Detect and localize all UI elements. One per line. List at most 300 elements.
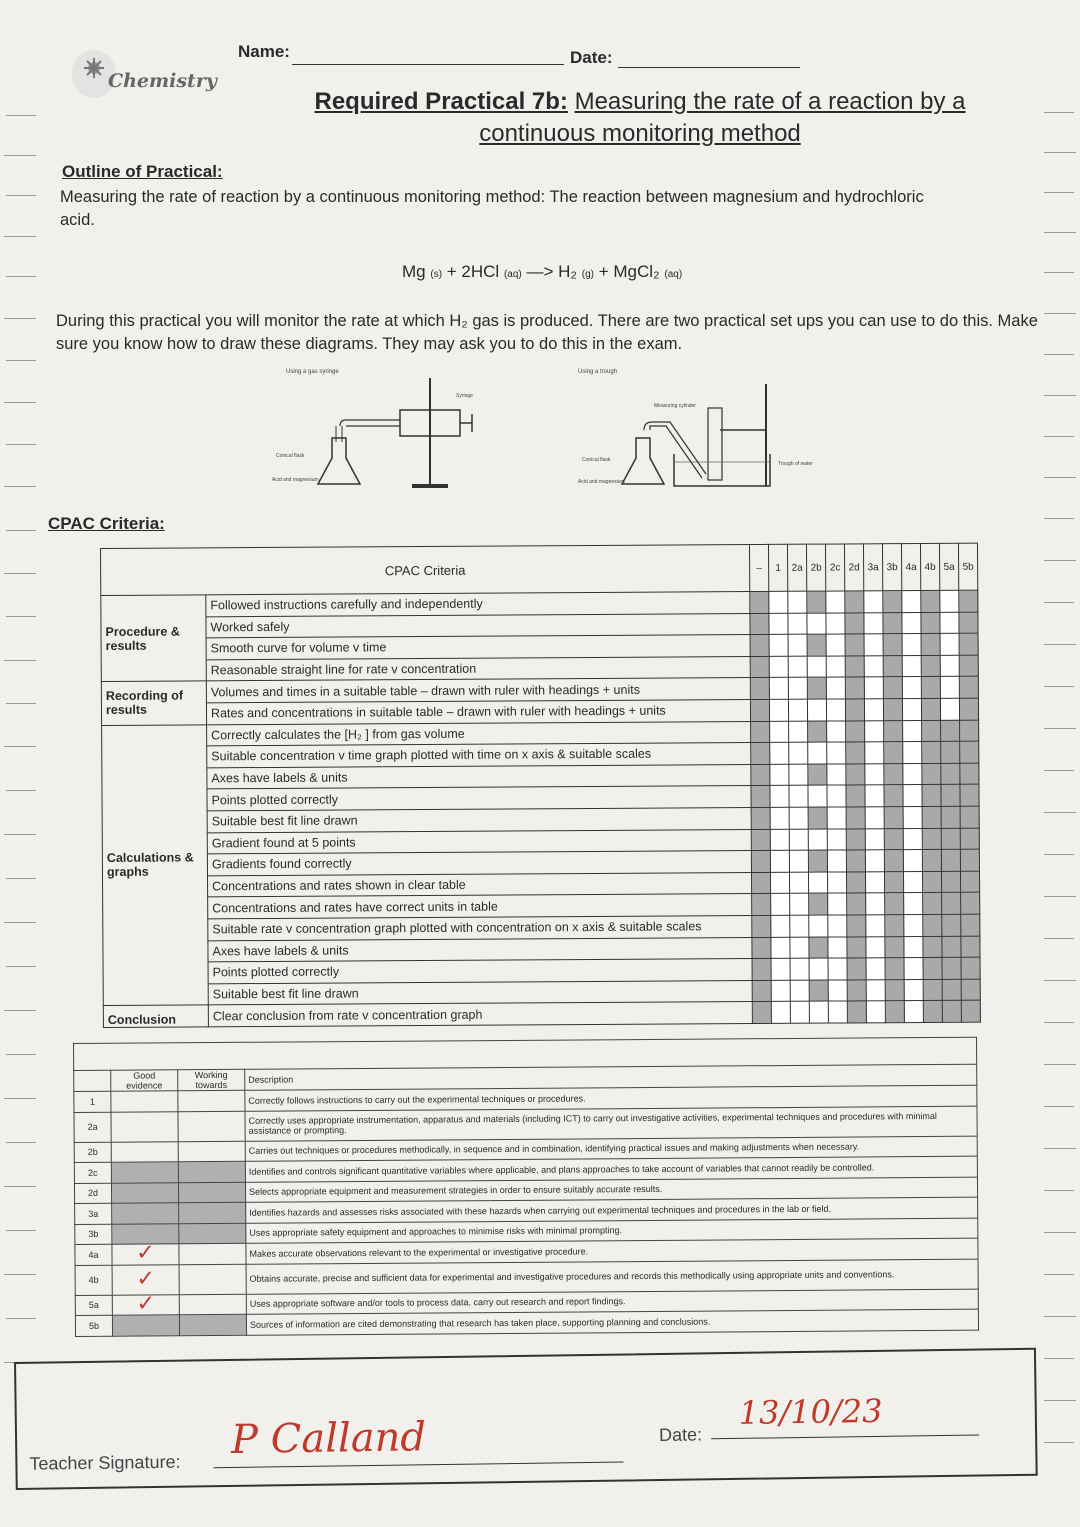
cpac-check-cell[interactable]	[903, 828, 922, 850]
cpac-check-cell[interactable]	[961, 892, 980, 914]
cpac-check-cell[interactable]	[771, 980, 790, 1002]
cpac-check-cell[interactable]	[846, 850, 865, 872]
logo-text: Chemistry	[108, 70, 217, 92]
cpac-check-cell[interactable]	[903, 806, 922, 828]
cpac-check-cell[interactable]	[883, 655, 902, 677]
cpac-check-cell[interactable]	[788, 678, 807, 700]
cpac-check-cell[interactable]	[921, 677, 940, 699]
cpac-check-cell[interactable]	[942, 914, 961, 936]
cpac-check-cell[interactable]	[771, 894, 790, 916]
cpac-check-cell[interactable]	[789, 807, 808, 829]
cpac-check-cell[interactable]	[885, 1001, 904, 1023]
cpac-check-cell[interactable]	[959, 612, 978, 634]
cpac-check-cell[interactable]	[751, 764, 770, 786]
cpac-descriptor-table	[73, 1037, 979, 1337]
cpac-check-cell[interactable]	[885, 893, 904, 915]
cpac-check-cell[interactable]	[922, 849, 941, 871]
cpac-check-cell[interactable]	[847, 936, 866, 958]
cpac-check-cell[interactable]	[826, 591, 845, 613]
cpac-check-cell[interactable]	[884, 828, 903, 850]
cpac-check-cell[interactable]	[942, 893, 961, 915]
cpac-check-cell[interactable]	[846, 720, 865, 742]
cpac-check-cell[interactable]	[884, 720, 903, 742]
key-working-towards-cell[interactable]	[178, 1111, 245, 1141]
cpac-check-cell[interactable]	[828, 893, 847, 915]
cpac-check-cell[interactable]	[866, 893, 885, 915]
cpac-check-cell[interactable]	[771, 1002, 790, 1024]
cpac-check-cell[interactable]	[827, 807, 846, 829]
cpac-check-cell[interactable]	[923, 893, 942, 915]
cpac-check-cell[interactable]	[809, 980, 828, 1002]
cpac-category-conclusion: Conclusion	[103, 1005, 208, 1027]
key-description: Makes accurate observations relevant to the experimental or investigative procedure.	[246, 1238, 978, 1264]
cpac-check-cell[interactable]	[770, 764, 789, 786]
cpac-criterion: Suitable best fit line drawn	[207, 807, 751, 832]
cpac-check-cell[interactable]	[789, 786, 808, 808]
cpac-check-cell[interactable]	[807, 591, 826, 613]
cpac-check-cell[interactable]	[961, 1000, 980, 1022]
cpac-check-cell[interactable]	[826, 677, 845, 699]
cpac-check-cell[interactable]	[769, 634, 788, 656]
cpac-check-cell[interactable]	[790, 893, 809, 915]
cpac-check-cell[interactable]	[809, 1001, 828, 1023]
key-good-evidence-cell[interactable]	[111, 1141, 178, 1162]
key-row-id: 1	[74, 1091, 111, 1112]
key-row-id: 4b	[75, 1265, 112, 1295]
key-working-towards-cell[interactable]	[179, 1264, 246, 1294]
cpac-check-cell[interactable]	[960, 871, 979, 893]
cpac-check-cell[interactable]	[923, 936, 942, 958]
cpac-check-cell[interactable]	[827, 721, 846, 743]
key-working-towards-cell[interactable]	[178, 1182, 245, 1203]
cpac-check-cell[interactable]	[959, 698, 978, 720]
cpac-check-cell[interactable]	[904, 979, 923, 1001]
cpac-check-cell[interactable]	[828, 980, 847, 1002]
cpac-check-cell[interactable]	[790, 958, 809, 980]
cpac-check-cell[interactable]	[922, 828, 941, 850]
cpac-check-cell[interactable]	[846, 807, 865, 829]
cpac-check-cell[interactable]	[866, 915, 885, 937]
cpac-check-cell[interactable]	[826, 613, 845, 635]
cpac-check-cell[interactable]	[752, 1002, 771, 1024]
cpac-check-cell[interactable]	[864, 677, 883, 699]
cpac-check-cell[interactable]	[789, 764, 808, 786]
cpac-check-cell[interactable]	[864, 699, 883, 721]
cpac-check-cell[interactable]	[846, 742, 865, 764]
cpac-check-cell[interactable]	[769, 678, 788, 700]
cpac-check-cell[interactable]	[788, 699, 807, 721]
cpac-col-header: 4b	[920, 543, 939, 590]
cpac-check-cell[interactable]	[941, 785, 960, 807]
key-good-evidence-cell[interactable]	[111, 1111, 178, 1141]
cpac-check-cell[interactable]	[808, 807, 827, 829]
key-working-towards-cell[interactable]	[179, 1314, 246, 1335]
cpac-check-cell[interactable]	[922, 871, 941, 893]
cpac-check-cell[interactable]	[770, 786, 789, 808]
cpac-check-cell[interactable]	[827, 742, 846, 764]
key-working-towards-cell[interactable]	[179, 1294, 246, 1315]
cpac-check-cell[interactable]	[846, 785, 865, 807]
cpac-check-cell[interactable]	[940, 698, 959, 720]
cpac-check-cell[interactable]	[960, 784, 979, 806]
cpac-check-cell[interactable]	[883, 677, 902, 699]
cpac-check-cell[interactable]	[885, 958, 904, 980]
key-good-evidence-cell[interactable]	[112, 1264, 179, 1294]
cpac-check-cell[interactable]	[769, 613, 788, 635]
cpac-check-cell[interactable]	[941, 741, 960, 763]
cpac-criterion: Concentrations and rates have correct units in table	[208, 894, 752, 919]
cpac-check-cell[interactable]	[789, 829, 808, 851]
cpac-check-cell[interactable]	[771, 915, 790, 937]
cpac-check-cell[interactable]	[922, 720, 941, 742]
cpac-check-cell[interactable]	[922, 785, 941, 807]
key-good-evidence-cell[interactable]	[112, 1240, 179, 1266]
cpac-check-cell[interactable]	[809, 893, 828, 915]
cpac-check-cell[interactable]	[847, 893, 866, 915]
cpac-check-cell[interactable]	[902, 590, 921, 612]
cpac-check-cell[interactable]	[941, 849, 960, 871]
cpac-check-cell[interactable]	[885, 915, 904, 937]
cpac-check-cell[interactable]	[808, 850, 827, 872]
cpac-check-cell[interactable]	[865, 871, 884, 893]
cpac-check-cell[interactable]	[828, 958, 847, 980]
cpac-check-cell[interactable]	[751, 829, 770, 851]
cpac-check-cell[interactable]	[828, 1001, 847, 1023]
cpac-check-cell[interactable]	[789, 850, 808, 872]
diagram-right-title: Using a trough	[578, 369, 618, 375]
cpac-check-cell[interactable]	[751, 743, 770, 765]
cpac-check-cell[interactable]	[904, 958, 923, 980]
cpac-check-cell[interactable]	[921, 698, 940, 720]
cpac-check-cell[interactable]	[961, 979, 980, 1001]
cpac-criterion: Rates and concentrations in suitable table – drawn with ruler with headings + units	[206, 699, 750, 724]
cpac-check-cell[interactable]	[845, 612, 864, 634]
cpac-check-cell[interactable]	[846, 872, 865, 894]
cpac-check-cell[interactable]	[941, 828, 960, 850]
cpac-check-cell[interactable]	[885, 979, 904, 1001]
key-working-towards-cell[interactable]	[179, 1223, 246, 1244]
cpac-check-cell[interactable]	[959, 655, 978, 677]
cpac-check-cell[interactable]	[921, 655, 940, 677]
cpac-check-cell[interactable]	[752, 980, 771, 1002]
diagram-right-cylinder: Measuring cylinder	[654, 403, 696, 409]
key-working-towards-cell[interactable]	[178, 1141, 245, 1162]
cpac-check-cell[interactable]	[960, 720, 979, 742]
cpac-header-row	[101, 543, 978, 595]
date-underline[interactable]	[618, 67, 800, 68]
cpac-check-cell[interactable]	[866, 979, 885, 1001]
cpac-check-cell[interactable]	[751, 872, 770, 894]
cpac-check-cell[interactable]	[771, 958, 790, 980]
cpac-check-cell[interactable]	[827, 828, 846, 850]
cpac-check-cell[interactable]	[847, 980, 866, 1002]
cpac-check-cell[interactable]	[902, 612, 921, 634]
cpac-check-cell[interactable]	[941, 806, 960, 828]
cpac-check-cell[interactable]	[865, 763, 884, 785]
cpac-check-cell[interactable]	[923, 979, 942, 1001]
cpac-check-cell[interactable]	[847, 1001, 866, 1023]
cpac-check-cell[interactable]	[960, 741, 979, 763]
cpac-check-cell[interactable]	[808, 829, 827, 851]
cpac-check-cell[interactable]	[885, 936, 904, 958]
cpac-check-cell[interactable]	[940, 590, 959, 612]
cpac-check-cell[interactable]	[903, 742, 922, 764]
key-good-evidence-cell[interactable]	[112, 1291, 179, 1317]
cpac-check-cell[interactable]	[845, 634, 864, 656]
cpac-check-cell[interactable]	[752, 937, 771, 959]
signature-line[interactable]	[213, 1462, 623, 1469]
key-working-towards-cell[interactable]	[179, 1243, 246, 1264]
cpac-category-calculations: Calculations & graphs	[102, 724, 209, 1005]
cpac-check-cell[interactable]	[923, 1001, 942, 1023]
cpac-check-cell[interactable]	[769, 656, 788, 678]
cpac-check-cell[interactable]	[959, 677, 978, 699]
cpac-check-cell[interactable]	[807, 677, 826, 699]
cpac-check-cell[interactable]	[884, 742, 903, 764]
cpac-check-cell[interactable]	[751, 851, 770, 873]
cpac-check-cell[interactable]	[770, 742, 789, 764]
cpac-check-cell[interactable]	[807, 699, 826, 721]
cpac-check-cell[interactable]	[940, 655, 959, 677]
cpac-check-cell[interactable]	[827, 764, 846, 786]
signature-box	[14, 1348, 1038, 1490]
cpac-check-cell[interactable]	[826, 656, 845, 678]
cpac-check-cell[interactable]	[865, 828, 884, 850]
cpac-check-cell[interactable]	[809, 958, 828, 980]
cpac-check-cell[interactable]	[750, 591, 769, 613]
cpac-check-cell[interactable]	[807, 613, 826, 635]
cpac-check-cell[interactable]	[826, 634, 845, 656]
cpac-check-cell[interactable]	[961, 914, 980, 936]
cpac-check-cell[interactable]	[883, 612, 902, 634]
cpac-check-cell[interactable]	[808, 764, 827, 786]
cpac-check-cell[interactable]	[883, 634, 902, 656]
cpac-check-cell[interactable]	[902, 698, 921, 720]
key-description: Correctly follows instructions to carry out the experimental techniques or procedures.	[245, 1085, 977, 1111]
cpac-check-cell[interactable]	[790, 1001, 809, 1023]
cpac-check-cell[interactable]	[903, 720, 922, 742]
cpac-check-cell[interactable]	[750, 635, 769, 657]
key-working-towards-cell[interactable]	[179, 1202, 246, 1223]
cpac-check-cell[interactable]	[940, 612, 959, 634]
cpac-check-cell[interactable]	[923, 914, 942, 936]
eq-state-1: (s)	[430, 269, 443, 280]
cpac-check-cell[interactable]	[904, 936, 923, 958]
cpac-check-cell[interactable]	[769, 591, 788, 613]
key-good-evidence-cell[interactable]	[112, 1315, 179, 1336]
cpac-check-cell[interactable]	[751, 807, 770, 829]
cpac-check-cell[interactable]	[845, 699, 864, 721]
cpac-check-cell[interactable]	[942, 1001, 961, 1023]
name-underline[interactable]	[292, 64, 564, 65]
cpac-check-cell[interactable]	[827, 872, 846, 894]
cpac-check-cell[interactable]	[961, 957, 980, 979]
cpac-check-cell[interactable]	[752, 959, 771, 981]
cpac-check-cell[interactable]	[865, 850, 884, 872]
cpac-check-cell[interactable]	[902, 634, 921, 656]
cpac-check-cell[interactable]	[808, 872, 827, 894]
cpac-check-cell[interactable]	[884, 807, 903, 829]
cpac-category-recording: Recording of results	[101, 681, 206, 725]
red-tick-icon: ✓	[136, 1291, 156, 1317]
key-working-towards-cell[interactable]	[178, 1161, 245, 1182]
cpac-check-cell[interactable]	[845, 591, 864, 613]
cpac-check-cell[interactable]	[770, 829, 789, 851]
cpac-check-cell[interactable]	[864, 591, 883, 613]
cpac-check-cell[interactable]	[941, 763, 960, 785]
cpac-criterion: Points plotted correctly	[208, 959, 752, 984]
cpac-check-cell[interactable]	[788, 613, 807, 635]
cpac-check-cell[interactable]	[769, 699, 788, 721]
cpac-check-cell[interactable]	[790, 937, 809, 959]
cpac-check-cell[interactable]	[828, 936, 847, 958]
cpac-check-cell[interactable]	[921, 590, 940, 612]
cpac-check-cell[interactable]	[883, 591, 902, 613]
cpac-check-cell[interactable]	[960, 763, 979, 785]
cpac-check-cell[interactable]	[903, 763, 922, 785]
cpac-check-cell[interactable]	[808, 721, 827, 743]
cpac-criterion: Volumes and times in a suitable table – drawn with ruler with headings + units	[206, 678, 750, 703]
cpac-check-cell[interactable]	[846, 828, 865, 850]
cpac-check-cell[interactable]	[790, 915, 809, 937]
cpac-col-header: 2d	[844, 544, 863, 591]
cpac-check-cell[interactable]	[866, 936, 885, 958]
cpac-check-cell[interactable]	[960, 849, 979, 871]
cpac-check-cell[interactable]	[789, 721, 808, 743]
cpac-col-header: 3b	[882, 544, 901, 591]
cpac-check-cell[interactable]	[941, 871, 960, 893]
cpac-check-cell[interactable]	[809, 915, 828, 937]
cpac-check-cell[interactable]	[864, 634, 883, 656]
cpac-table-title: CPAC Criteria	[101, 545, 750, 596]
cpac-check-cell[interactable]	[750, 656, 769, 678]
cpac-check-cell[interactable]	[902, 677, 921, 699]
cpac-check-cell[interactable]	[903, 871, 922, 893]
cpac-check-cell[interactable]	[959, 590, 978, 612]
cpac-check-cell[interactable]	[770, 872, 789, 894]
cpac-check-cell[interactable]	[865, 720, 884, 742]
cpac-check-cell[interactable]	[751, 721, 770, 743]
cpac-check-cell[interactable]	[788, 634, 807, 656]
cpac-check-cell[interactable]	[865, 742, 884, 764]
cpac-check-cell[interactable]	[865, 785, 884, 807]
key-good-evidence-cell[interactable]	[111, 1182, 178, 1203]
cpac-check-cell[interactable]	[866, 1001, 885, 1023]
cpac-check-cell[interactable]	[865, 807, 884, 829]
cpac-check-cell[interactable]	[788, 656, 807, 678]
cpac-check-cell[interactable]	[827, 850, 846, 872]
cpac-check-cell[interactable]	[770, 721, 789, 743]
cpac-check-cell[interactable]	[809, 937, 828, 959]
key-good-evidence-cell[interactable]	[111, 1091, 178, 1112]
cpac-check-cell[interactable]	[846, 764, 865, 786]
cpac-check-cell[interactable]	[883, 699, 902, 721]
cpac-check-cell[interactable]	[864, 612, 883, 634]
cpac-check-cell[interactable]	[884, 785, 903, 807]
cpac-check-cell[interactable]	[940, 677, 959, 699]
cpac-check-cell[interactable]	[884, 763, 903, 785]
cpac-check-cell[interactable]	[960, 806, 979, 828]
cpac-check-cell[interactable]	[921, 634, 940, 656]
cpac-check-cell[interactable]	[922, 806, 941, 828]
key-good-evidence-cell[interactable]	[111, 1162, 178, 1183]
gas-syringe-diagram	[260, 364, 500, 494]
cpac-check-cell[interactable]	[751, 786, 770, 808]
cpac-check-cell[interactable]	[884, 850, 903, 872]
cpac-check-cell[interactable]	[922, 742, 941, 764]
signature-date-line[interactable]	[711, 1435, 979, 1440]
cpac-col-header: 3a	[863, 544, 882, 591]
cpac-check-cell[interactable]	[826, 699, 845, 721]
cpac-check-cell[interactable]	[770, 807, 789, 829]
cpac-check-cell[interactable]	[771, 937, 790, 959]
cpac-check-cell[interactable]	[807, 634, 826, 656]
cpac-criterion: Concentrations and rates shown in clear table	[208, 872, 752, 897]
cpac-col-header: 5b	[958, 543, 977, 590]
cpac-check-cell[interactable]	[904, 914, 923, 936]
cpac-check-cell[interactable]	[903, 785, 922, 807]
cpac-check-cell[interactable]	[807, 656, 826, 678]
cpac-check-cell[interactable]	[921, 612, 940, 634]
cpac-check-cell[interactable]	[847, 958, 866, 980]
cpac-check-cell[interactable]	[864, 655, 883, 677]
cpac-check-cell[interactable]	[903, 850, 922, 872]
cpac-check-cell[interactable]	[845, 677, 864, 699]
cpac-check-cell[interactable]	[750, 699, 769, 721]
cpac-row	[103, 1000, 980, 1027]
cpac-check-cell[interactable]	[788, 591, 807, 613]
cpac-check-cell[interactable]	[827, 785, 846, 807]
key-good-evidence-cell[interactable]	[112, 1203, 179, 1224]
cpac-check-cell[interactable]	[960, 828, 979, 850]
cpac-check-cell[interactable]	[790, 980, 809, 1002]
cpac-check-cell[interactable]	[902, 655, 921, 677]
cpac-check-cell[interactable]	[845, 656, 864, 678]
cpac-check-cell[interactable]	[942, 936, 961, 958]
cpac-check-cell[interactable]	[961, 936, 980, 958]
cpac-check-cell[interactable]	[923, 957, 942, 979]
cpac-check-cell[interactable]	[828, 915, 847, 937]
cpac-criterion: Correctly calculates the [H₂ ] from gas volume	[207, 721, 751, 746]
cpac-criterion: Reasonable straight line for rate v concentration	[206, 656, 750, 681]
cpac-check-cell[interactable]	[922, 763, 941, 785]
cpac-check-cell[interactable]	[904, 1001, 923, 1023]
cpac-check-cell[interactable]	[847, 915, 866, 937]
cpac-check-cell[interactable]	[808, 742, 827, 764]
cpac-check-cell[interactable]	[750, 678, 769, 700]
cpac-check-cell[interactable]	[942, 957, 961, 979]
cpac-check-cell[interactable]	[941, 720, 960, 742]
cpac-check-cell[interactable]	[866, 958, 885, 980]
cpac-check-cell[interactable]	[940, 633, 959, 655]
cpac-criterion: Gradient found at 5 points	[207, 829, 751, 854]
cpac-check-cell[interactable]	[752, 915, 771, 937]
cpac-check-cell[interactable]	[884, 871, 903, 893]
cpac-check-cell[interactable]	[750, 613, 769, 635]
cpac-check-cell[interactable]	[808, 785, 827, 807]
key-working-towards-cell[interactable]	[178, 1090, 245, 1111]
cpac-check-cell[interactable]	[789, 872, 808, 894]
cpac-check-cell[interactable]	[904, 893, 923, 915]
cpac-check-cell[interactable]	[942, 979, 961, 1001]
cpac-check-cell[interactable]	[752, 894, 771, 916]
eq-mgcl2: + MgCl₂	[598, 262, 660, 281]
key-row-id: 5b	[75, 1315, 112, 1336]
cpac-check-cell[interactable]	[789, 742, 808, 764]
cpac-check-cell[interactable]	[959, 633, 978, 655]
key-description: Correctly uses appropriate instrumentation, apparatus and materials (including ICT) to carry out investigative activities, experimental techniques and procedures with minimal assistance or prompting.	[245, 1106, 977, 1141]
cpac-check-cell[interactable]	[770, 850, 789, 872]
